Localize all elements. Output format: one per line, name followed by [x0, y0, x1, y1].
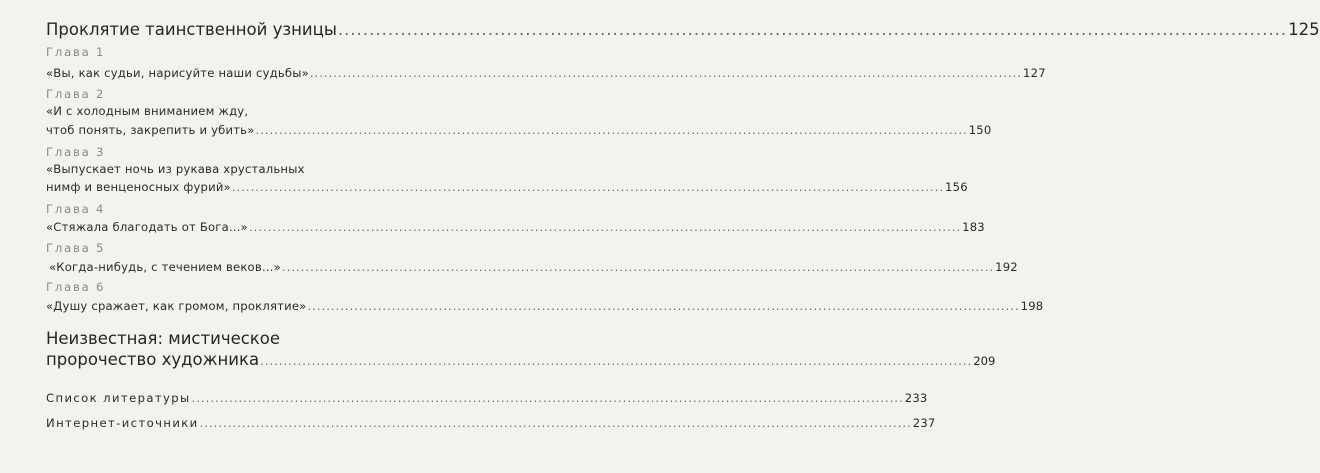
- dot-leader: [260, 354, 972, 368]
- toc-entry-part1: [46, 20, 1320, 39]
- chapter-2-label: Глава 2: [46, 87, 106, 101]
- ch3-title-line1: «Выпускает ночь из рукава хрустальных: [46, 162, 305, 176]
- references-page: 233: [904, 391, 928, 405]
- ch5-title: «Когда-нибудь, с течением веков…»: [49, 260, 281, 274]
- toc-entry-ch6: [46, 299, 1044, 313]
- ch6-title: «Душу сражает, как громом, проклятие»: [46, 299, 307, 313]
- toc-entry-part2: [46, 350, 996, 369]
- dot-leader: [307, 299, 1019, 313]
- ch1-page: 127: [1023, 66, 1046, 80]
- toc-entry-ch2: [46, 123, 992, 137]
- toc-entry-ch1: [46, 66, 1046, 80]
- dot-leader: [256, 123, 968, 137]
- chapter-5-label: Глава 5: [46, 241, 106, 255]
- ch2-page: 150: [968, 123, 992, 137]
- dot-leader: [282, 260, 994, 274]
- toc-entry-ch5: [46, 260, 1018, 274]
- dot-leader: [338, 20, 1287, 39]
- dot-leader: [192, 391, 904, 405]
- chapter-3-label: Глава 3: [46, 145, 106, 159]
- dot-leader: [200, 416, 912, 430]
- toc-entry-references: [46, 391, 928, 405]
- ch1-title: «Вы, как судьи, нарисуйте наши судьбы»: [46, 66, 309, 80]
- part2-title-line1: Неизвестная: мистическое: [46, 329, 281, 348]
- ch4-page: 183: [962, 220, 985, 234]
- part1-page: 125: [1288, 20, 1320, 39]
- ch3-page: 156: [945, 180, 968, 194]
- toc-entry-internet-sources: [46, 416, 936, 430]
- references-title: Список литературы: [46, 391, 191, 405]
- toc-entry-ch4: [46, 220, 985, 234]
- internet-sources-page: 237: [912, 416, 936, 430]
- ch2-title-line2: чтоб понять, закрепить и убить»: [46, 123, 255, 137]
- ch5-page: 192: [995, 260, 1018, 274]
- ch6-page: 198: [1020, 299, 1044, 313]
- chapter-6-label: Глава 6: [46, 280, 106, 294]
- dot-leader: [232, 180, 944, 194]
- ch2-title-line1: «И с холодным вниманием жду,: [46, 104, 249, 118]
- chapter-4-label: Глава 4: [46, 202, 106, 216]
- chapter-1-label: Глава 1: [46, 45, 106, 59]
- internet-sources-title: Интернет-источники: [46, 416, 199, 430]
- ch3-title-line2: нимф и венценосных фурий»: [46, 180, 231, 194]
- part2-title-line2: пророчество художника: [46, 350, 260, 369]
- dot-leader: [249, 220, 961, 234]
- part2-page: 209: [973, 354, 996, 368]
- part1-title: Проклятие таинственной узницы: [46, 20, 337, 39]
- toc-entry-ch3: [46, 180, 968, 194]
- ch4-title: «Стяжала благодать от Бога…»: [46, 220, 248, 234]
- dot-leader: [310, 66, 1022, 80]
